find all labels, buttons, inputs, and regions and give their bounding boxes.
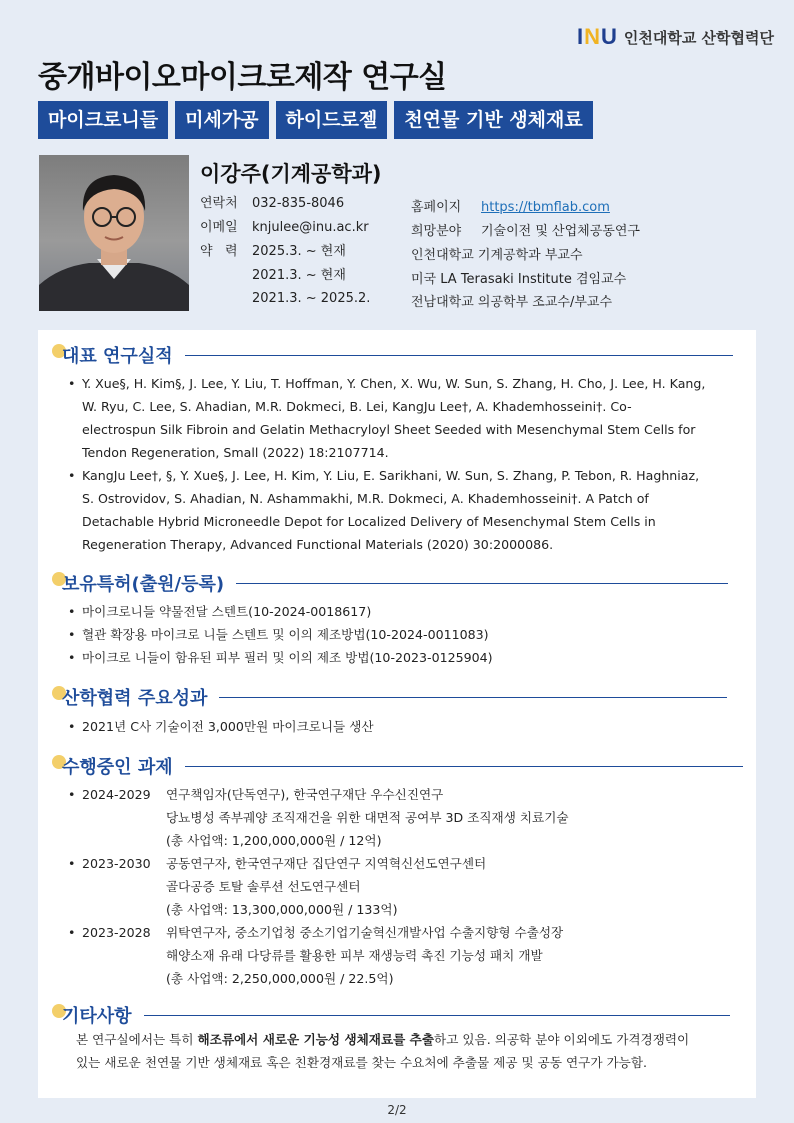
tag-hydrogel: 하이드로젤: [276, 101, 388, 139]
person-name: 이강주(기계공학과): [200, 162, 382, 186]
career-desc-2: 미국 LA Terasaki Institute 겸임교수: [411, 272, 627, 287]
etc-highlight: 해조류에서 새로운 기능성 생체재료를 추출: [197, 1032, 435, 1047]
career-row-3: 2021.3. ~ 2025.2.: [252, 291, 371, 306]
content-panel: [38, 330, 756, 1098]
tag-microfabrication: 미세가공: [175, 101, 268, 139]
project-list: [68, 783, 569, 990]
section-projects: [56, 753, 743, 779]
homepage-row: 홈페이지 https://tbmflab.com: [411, 200, 610, 215]
project-item: • 2024-2029 연구책임자(단독연구), 한국연구재단 우수신진연구 당뇨병성 족부궤양 조직재건을 위한 대면적 공여부 3D 조직재생 치료기술 (총 사업액: 1,200,000,000원 / 12억): [68, 783, 569, 852]
career-row-2: 2021.3. ~ 현재: [252, 268, 346, 283]
section-title: 수행중인 과제: [62, 757, 173, 778]
patent-list: [68, 600, 493, 669]
list-item: • 혈관 확장용 마이크로 니들 스텐트 및 이의 제조방법(10-2024-0011083): [68, 623, 493, 646]
career-desc-3: 전남대학교 의공학부 조교수/부교수: [411, 295, 613, 310]
page-number: 2/2: [387, 1103, 407, 1117]
profile-photo: [39, 155, 189, 311]
section-research: [56, 342, 733, 368]
tag-natural-biomaterial: 천연물 기반 생체재료: [394, 101, 592, 139]
etc-text: 본 연구실에서는 특히 해조류에서 새로운 기능성 생체재료를 추출하고 있음. 의공학 분야 이외에도 가격경쟁력이 있는 새로운 천연물 기반 생체재료 혹은 친환경재료를 찾는 수요처에 추출물 제공 및 공동 연구가 가능함.: [76, 1032, 690, 1070]
logo-text: 인천대학교 산학협력단: [623, 28, 774, 47]
research-list: [68, 372, 705, 556]
tag-microneedle: 마이크로니들: [38, 101, 168, 139]
email-address[interactable]: knjulee@inu.ac.kr: [252, 220, 369, 235]
keyword-tags: [38, 101, 593, 139]
list-item: • KangJu Lee†, §, Y. Xue§, J. Lee, H. Kim, Y. Liu, E. Sarikhani, W. Sun, S. Zhang, P. Tebon, R. Haghniaz, S. Ostrovidov, S. Ahadian, N. Ashammakhi, M.R. Dokmeci, A. Khademhosseini†. A Patch of Detachable Hybrid Microneedle Depot for Localized Delivery of Mesenchymal Stem Cells in Regeneration Therapy, Advanced Functional Materials (2020) 30:2000086.: [68, 464, 705, 556]
section-etc: [56, 1002, 730, 1028]
section-title: 산학협력 주요성과: [62, 688, 208, 709]
phone-number: 032-835-8046: [252, 196, 345, 211]
career-desc-1: 인천대학교 기계공학과 부교수: [411, 248, 583, 263]
section-patents: [56, 570, 728, 596]
contact-row: 연락처 032-835-8046: [200, 196, 345, 211]
project-item: • 2023-2028 위탁연구자, 중소기업청 중소기업기술혁신개발사업 수출지향형 수출성장 해양소재 유래 다당류를 활용한 피부 재생능력 촉진 기능성 패치 개발 (총 사업액: 2,250,000,000원 / 22.5억): [68, 921, 569, 990]
university-logo: [577, 24, 774, 50]
list-item: • 마이크로니들 약물전달 스텐트(10-2024-0018617): [68, 600, 493, 623]
career-row-1: 약 력 2025.3. ~ 현재: [200, 244, 346, 259]
section-title: 대표 연구실적: [62, 346, 173, 367]
section-title: 보유특허(출원/등록): [62, 574, 225, 595]
section-title: 기타사항: [62, 1006, 132, 1027]
field-row: 희망분야 기술이전 및 산업체공동연구: [411, 224, 640, 239]
email-row: 이메일 knjulee@inu.ac.kr: [200, 220, 369, 235]
page-title: 중개바이오마이크로제작 연구실: [38, 60, 447, 95]
inu-logo-mark: INU: [576, 24, 618, 49]
list-item: • 마이크로 니들이 함유된 피부 필러 및 이의 제조 방법(10-2023-0125904): [68, 646, 493, 669]
homepage-link[interactable]: https://tbmflab.com: [481, 200, 610, 215]
industry-list: [68, 715, 374, 738]
project-item: • 2023-2030 공동연구자, 한국연구재단 집단연구 지역혁신선도연구센터 골다공증 토탈 솔루션 선도연구센터 (총 사업액: 13,300,000,000원 / 133억): [68, 852, 569, 921]
list-item: • 2021년 C사 기술이전 3,000만원 마이크로니들 생산: [68, 715, 374, 738]
list-item: • Y. Xue§, H. Kim§, J. Lee, Y. Liu, T. Hoffman, Y. Chen, X. Wu, W. Sun, S. Zhang, H. Cho, J. Lee, H. Kang, W. Ryu, C. Lee, S. Ahadian, M.R. Dokmeci, B. Lei, KangJu Lee†, A. Khademhosseini†. Co- electrospun Silk Fibroin and Gelatin Methacryloyl Sheet Seeded with Mesenchymal Stem Cells for Tendon Regeneration, Small (2022) 18:2107714.: [68, 372, 705, 464]
section-industry: [56, 684, 727, 710]
